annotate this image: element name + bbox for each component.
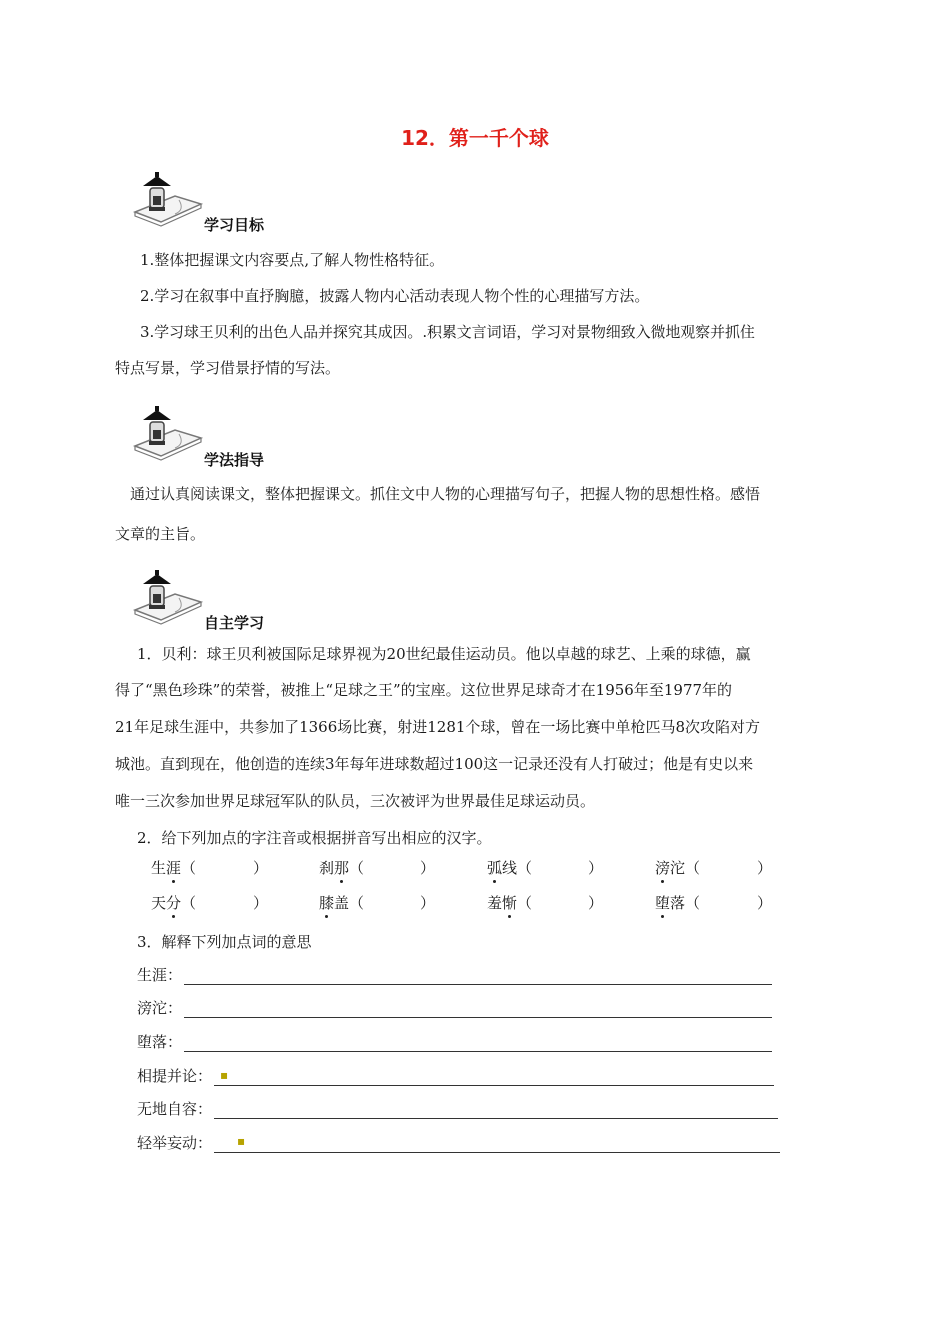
word-item: 膝盖（ <box>319 894 365 912</box>
term-label: 相提并论： <box>137 1067 213 1085</box>
scan-mark: ▪ <box>237 1134 246 1148</box>
word-item: 滂沱（ <box>655 859 701 877</box>
term-label: 滂沱： <box>137 999 183 1017</box>
section-heading-goals: 学习目标 <box>204 216 265 234</box>
answer-blank[interactable] <box>214 1071 774 1086</box>
answer-blank[interactable] <box>184 970 772 985</box>
q3-prompt: 3．解释下列加点词的意思 <box>137 933 312 951</box>
lamp-book-icon <box>131 404 205 462</box>
blank-paren-close: ） <box>757 859 773 877</box>
term-label: 堕落： <box>137 1033 183 1051</box>
term-label: 无地自容： <box>137 1100 213 1118</box>
page-title: 12．第一千个球 <box>401 126 549 150</box>
goal-item: 2.学习在叙事中直抒胸臆，披露人物内心活动表现人物个性的心理描写方法。 <box>140 287 650 305</box>
intro-line: 21年足球生涯中，共参加了1366场比赛，射进1281个球，曾在一场比赛中单枪匹马8次攻陷对方 <box>115 718 760 736</box>
goal-item: 特点写景，学习借景抒情的写法。 <box>115 359 341 377</box>
term-label: 生涯： <box>137 966 183 984</box>
blank-paren-close: ） <box>588 859 604 877</box>
method-line: 文章的主旨。 <box>115 525 206 543</box>
intro-line: 1．贝利：球王贝利被国际足球界视为20世纪最佳运动员。他以卓越的球艺、上乘的球德，赢 <box>137 645 751 663</box>
answer-blank[interactable] <box>184 1037 772 1052</box>
scan-mark: ▪ <box>220 1068 229 1082</box>
definition-line <box>137 1031 772 1052</box>
word-item: 天分（ <box>151 894 197 912</box>
word-item: 刹那（ <box>319 859 365 877</box>
intro-line: 城池。直到现在，他创造的连续3年每年进球数超过100这一记录还没有人打破过；他是有史以来 <box>115 755 754 773</box>
answer-blank[interactable] <box>184 1003 772 1018</box>
goal-item: 1.整体把握课文内容要点,了解人物性格特征。 <box>140 251 445 269</box>
word-item: 羞惭（ <box>487 894 533 912</box>
word-item: 堕落（ <box>655 894 701 912</box>
answer-blank[interactable] <box>214 1104 778 1119</box>
answer-blank[interactable] <box>214 1138 780 1153</box>
blank-paren-close: ） <box>253 894 269 912</box>
section-heading-method: 学法指导 <box>204 451 265 469</box>
word-item: 生涯（ <box>151 859 197 877</box>
definition-line <box>137 1098 778 1119</box>
definition-line <box>137 1132 780 1153</box>
blank-paren-close: ） <box>253 859 269 877</box>
blank-paren-close: ） <box>420 859 436 877</box>
word-item: 弧线（ <box>487 859 533 877</box>
q2-prompt: 2．给下列加点的字注音或根据拼音写出相应的汉字。 <box>137 829 492 847</box>
intro-line: 得了“黑色珍珠”的荣誉，被推上“足球之王”的宝座。这位世界足球奇才在1956年至1977年的 <box>115 681 733 699</box>
section-heading-self-study: 自主学习 <box>204 614 265 632</box>
definition-line <box>137 1065 774 1086</box>
term-label: 轻举妄动： <box>137 1134 213 1152</box>
lamp-book-icon <box>131 568 205 626</box>
goal-item: 3.学习球王贝利的出色人品并探究其成因。.积累文言词语，学习对景物细致入微地观察并抓住 <box>140 323 755 341</box>
blank-paren-close: ） <box>588 894 604 912</box>
definition-line <box>137 964 772 985</box>
intro-line: 唯一三次参加世界足球冠军队的队员，三次被评为世界最佳足球运动员。 <box>115 792 596 810</box>
method-line: 通过认真阅读课文，整体把握课文。抓住文中人物的心理描写句子，把握人物的思想性格。感悟 <box>130 485 761 503</box>
blank-paren-close: ） <box>420 894 436 912</box>
definition-line <box>137 997 772 1018</box>
lamp-book-icon <box>131 170 205 228</box>
goals-list <box>140 242 860 350</box>
blank-paren-close: ） <box>757 894 773 912</box>
